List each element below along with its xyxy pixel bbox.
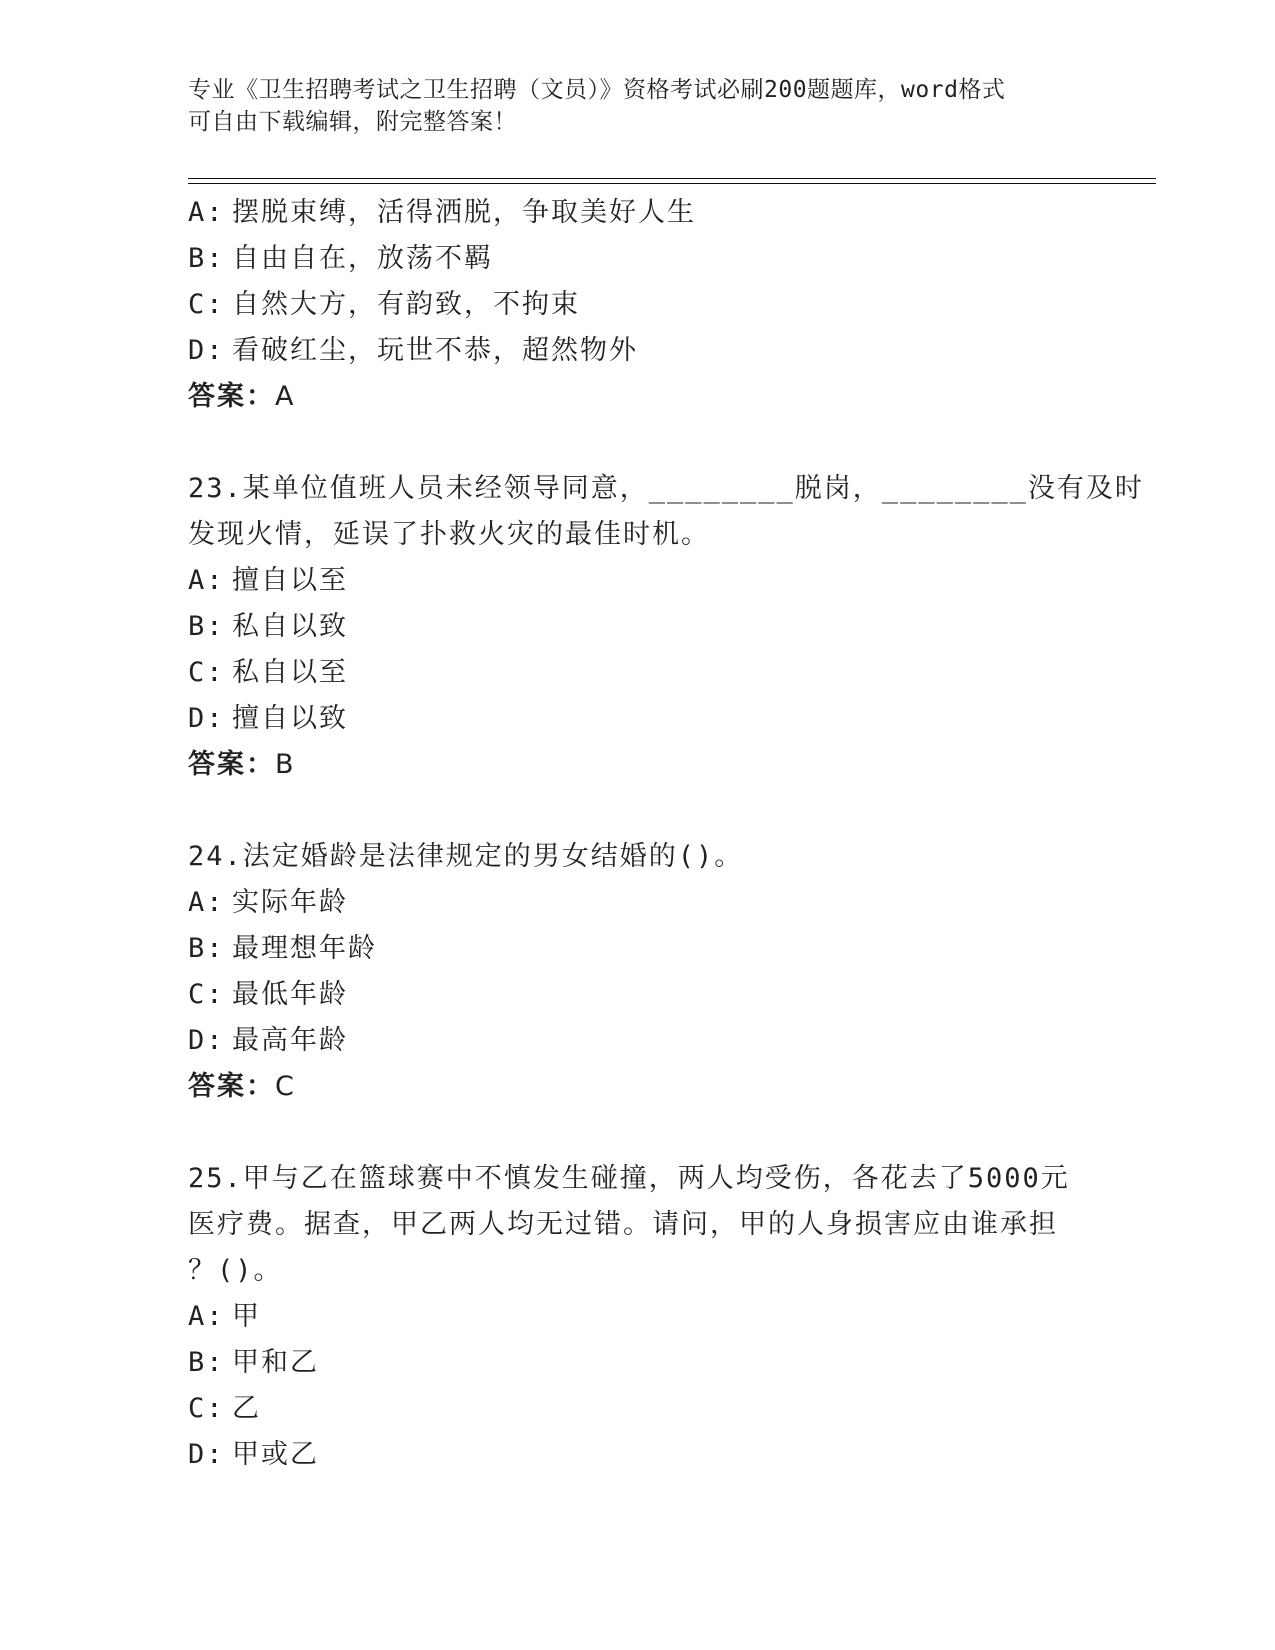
option-text: 自由自在，放荡不羁: [232, 243, 493, 274]
option-text: 看破红尘，玩世不恭，超然物外: [232, 335, 638, 366]
answer-prefix: 答案：: [188, 749, 275, 780]
question-25-block: [188, 1156, 1088, 1478]
answer-prefix: 答案：: [188, 381, 275, 412]
option-text: 甲或乙: [232, 1439, 319, 1470]
option-label: A:: [188, 565, 225, 596]
answer-prefix: 答案：: [188, 1071, 275, 1102]
option-label: B:: [188, 611, 225, 642]
question-25-option-b: [188, 1340, 1088, 1386]
option-label: D:: [188, 1025, 225, 1056]
spacer: [188, 1110, 1088, 1156]
question-22-option-b: [188, 236, 1088, 282]
header-divider-bottom: [188, 183, 1156, 184]
question-22-answer: [188, 374, 1088, 420]
document-header: [188, 74, 1068, 138]
question-25-text-line-3: ？()。: [188, 1255, 283, 1286]
header-title-line-1: 专业《卫生招聘考试之卫生招聘（文员）》资格考试必刷200题题库，word格式: [188, 77, 1006, 103]
option-text: 甲和乙: [232, 1347, 319, 1378]
option-label: D:: [188, 703, 225, 734]
option-label: B:: [188, 1347, 225, 1378]
header-divider-top: [188, 178, 1156, 179]
question-24-option-b: [188, 926, 1088, 972]
question-23-option-b: [188, 604, 1088, 650]
spacer: [188, 420, 1088, 466]
question-22-option-d: [188, 328, 1088, 374]
option-text: 擅自以致: [232, 703, 348, 734]
question-22-option-a: [188, 190, 1088, 236]
option-label: A:: [188, 197, 225, 228]
option-label: C:: [188, 1393, 225, 1424]
option-label: B:: [188, 243, 225, 274]
question-25-text-line-1: 25.甲与乙在篮球赛中不慎发生碰撞，两人均受伤，各花去了5000元: [188, 1163, 1070, 1194]
option-label: A:: [188, 1301, 225, 1332]
option-text: 摆脱束缚，活得洒脱，争取美好人生: [232, 197, 696, 228]
question-22-option-c: [188, 282, 1088, 328]
spacer: [188, 788, 1088, 834]
question-25-text-line-2: 医疗费。据查，甲乙两人均无过错。请问，甲的人身损害应由谁承担: [188, 1209, 1058, 1240]
option-text: 乙: [232, 1393, 261, 1424]
option-text: 最理想年龄: [232, 933, 377, 964]
option-text: 甲: [232, 1301, 261, 1332]
question-24-option-a: [188, 880, 1088, 926]
option-text: 实际年龄: [232, 887, 348, 918]
question-24-text-line-1: 24.法定婚龄是法律规定的男女结婚的()。: [188, 841, 744, 872]
question-24-answer: [188, 1064, 1088, 1110]
question-23-option-d: [188, 696, 1088, 742]
question-24-block: [188, 834, 1088, 1110]
option-text: 最低年龄: [232, 979, 348, 1010]
option-label: D:: [188, 1439, 225, 1470]
answer-value: A: [275, 381, 296, 412]
question-list: [188, 190, 1144, 1478]
option-label: A:: [188, 887, 225, 918]
option-label: C:: [188, 979, 225, 1010]
question-25-option-c: [188, 1386, 1088, 1432]
question-23-block: [188, 466, 1144, 788]
option-text: 自然大方，有韵致，不拘束: [232, 289, 580, 320]
option-label: B:: [188, 933, 225, 964]
option-label: D:: [188, 335, 225, 366]
question-25-option-d: [188, 1432, 1088, 1478]
question-24-option-d: [188, 1018, 1088, 1064]
question-23-text-line-2: 发现火情，延误了扑救火灾的最佳时机。: [188, 519, 710, 550]
answer-value: B: [275, 749, 296, 780]
question-23-text-line-1: 23.某单位值班人员未经领导同意，________脱岗，________没有及时: [188, 473, 1144, 504]
option-text: 私自以致: [232, 611, 348, 642]
option-text: 私自以至: [232, 657, 348, 688]
question-23-answer: [188, 742, 1088, 788]
header-title-line-2: 可自由下载编辑，附完整答案！: [188, 109, 517, 135]
question-22-block: [188, 190, 1088, 420]
option-text: 最高年龄: [232, 1025, 348, 1056]
option-label: C:: [188, 657, 225, 688]
option-label: C:: [188, 289, 225, 320]
question-24-option-c: [188, 972, 1088, 1018]
option-text: 擅自以至: [232, 565, 348, 596]
question-25-option-a: [188, 1294, 1088, 1340]
answer-value: C: [275, 1071, 296, 1102]
question-23-option-c: [188, 650, 1088, 696]
question-23-option-a: [188, 558, 1088, 604]
